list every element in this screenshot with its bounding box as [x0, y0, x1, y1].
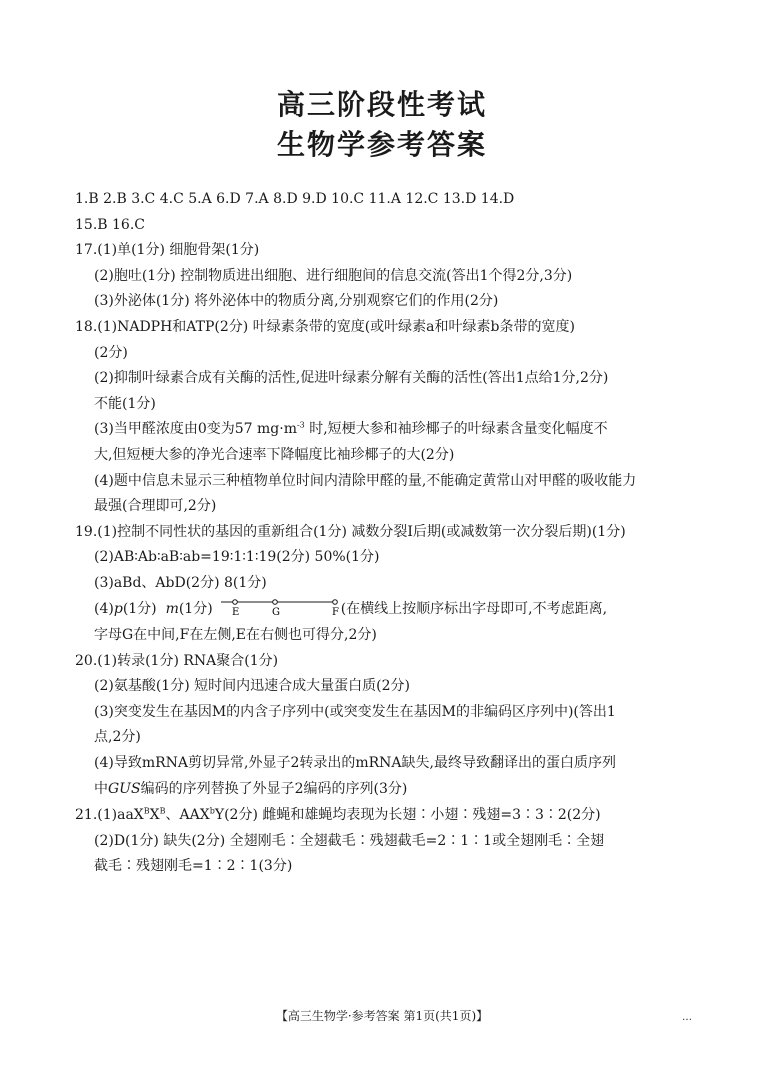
q18-line5-b: 时,短梗大参和袖珍椰子的叶绿素含量变化幅度不: [309, 421, 608, 437]
q20-line6-b: 编码的序列替换了外显子2编码的序列(3分): [140, 781, 408, 797]
q21-line1-c: 、AAX: [165, 807, 210, 823]
q20-gene-gus: GUS: [108, 781, 141, 797]
q21-line1-d: Y(2分) 雌蝇和雄蝇均表现为长翅∶小翅∶残翅=3∶3∶2(2分): [214, 807, 601, 823]
q19-line4-c: (1分): [178, 601, 213, 617]
page-title: 高三阶段性考试: [276, 88, 487, 121]
q21-line3: 截毛∶残翅刚毛=1∶2∶1(3分): [94, 858, 293, 874]
q21-sup1: B: [143, 806, 150, 816]
q20-line1: 20.(1)转录(1分) RNA聚合(1分): [75, 653, 279, 669]
q18-line5: [94, 420, 608, 438]
q18-line1: 18.(1)NADPH和ATP(2分) 叶绿素条带的宽度(或叶绿素a和叶绿素b条带的宽度): [75, 319, 575, 335]
q20-line2: (2)氨基酸(1分) 短时间内迅速合成大量蛋白质(2分): [94, 678, 410, 694]
q18-line8: 最强(合理即可,2分): [94, 498, 217, 514]
locus-label-g: G: [271, 607, 280, 618]
q17-line1: 17.(1)单(1分) 细胞骨架(1分): [75, 242, 260, 258]
q19-line4-a: (4): [94, 601, 114, 617]
mc-answers-line1: 1.B 2.B 3.C 4.C 5.A 6.D 7.A 8.D 9.D 10.C 11.A 12.C 13.D 14.D: [75, 191, 515, 207]
mc-answers-line2: 15.B 16.C: [75, 217, 145, 233]
locus-label-e: E: [231, 607, 239, 618]
q19-line1: 19.(1)控制不同性状的基因的重新组合(1分) 减数分裂Ⅰ后期(或减数第一次分裂后期)(1分): [75, 524, 626, 540]
q19-line5: 字母G在中间,F在左侧,E在右侧也可得分,2分): [94, 627, 377, 643]
gene-locus-diagram: [217, 600, 337, 618]
locus-point-e: [232, 600, 237, 605]
q19-line4-b: (1分): [122, 601, 157, 617]
q19-var-m: m: [165, 601, 179, 617]
q18-line5-a: (3)当甲醛浓度由0变为57 mg·m: [94, 421, 297, 437]
q17-line2: (2)胞吐(1分) 控制物质进出细胞、进行细胞间的信息交流(答出1个得2分,3分): [94, 268, 573, 284]
q21-line1-a: 21.(1)aaX: [75, 807, 144, 823]
q18-line2: (2分): [94, 345, 128, 361]
page-footer: 【高三生物学·参考答案 第1页(共1页)】: [275, 1009, 489, 1023]
q21-line1-b: X: [149, 807, 160, 823]
q18-line4: 不能(1分): [94, 396, 156, 412]
q20-line6-a: 中: [94, 781, 108, 797]
q17-line3: (3)外泌体(1分) 将外泌体中的物质分离,分别观察它们的作用(2分): [94, 293, 499, 309]
corner-mark: …: [682, 1012, 692, 1023]
locus-point-g: [272, 600, 277, 605]
q20-line3: (3)突变发生在基因M的内含子序列中(或突变发生在基因M的非编码区序列中)(答出1: [94, 704, 616, 720]
q19-line4-d: (在横线上按顺序标出字母即可,不考虑距离,: [340, 601, 608, 617]
q21-sup2: B: [159, 806, 166, 816]
q19-line4: [94, 600, 607, 618]
q18-exponent: -3: [296, 420, 305, 430]
q21-sup3: b: [209, 806, 215, 816]
q20-line4: 点,2分): [94, 729, 141, 745]
locus-label-f: F: [331, 607, 339, 618]
q18-line6: 大,但短梗大参的净光合速率下降幅度比袖珍椰子的大(2分): [94, 447, 455, 463]
q21-line2: (2)D(1分) 缺失(2分) 全翅刚毛∶全翅截毛∶残翅截毛=2∶1∶1或全翅刚毛∶全翅: [94, 833, 605, 849]
q20-line6: [94, 780, 407, 798]
q19-var-p: p: [113, 601, 123, 617]
locus-point-f: [332, 600, 337, 605]
q18-line7: (4)题中信息未显示三种植物单位时间内清除甲醛的量,不能确定黄常山对甲醛的吸收能力: [94, 473, 637, 489]
q19-line2: (2)AB∶Ab∶aB∶ab=19∶1∶1∶19(2分) 50%(1分): [94, 549, 380, 565]
q18-line3: (2)抑制叶绿素合成有关酶的活性,促进叶绿素分解有关酶的活性(答出1点给1分,2分): [94, 370, 609, 386]
q19-line3: (3)aBd、AbD(2分) 8(1分): [94, 575, 267, 591]
q20-line5: (4)导致mRNA剪切异常,外显子2转录出的mRNA缺失,最终导致翻译出的蛋白质序列: [94, 755, 616, 771]
page-subtitle: 生物学参考答案: [276, 128, 487, 161]
q21-line1: [75, 806, 601, 824]
